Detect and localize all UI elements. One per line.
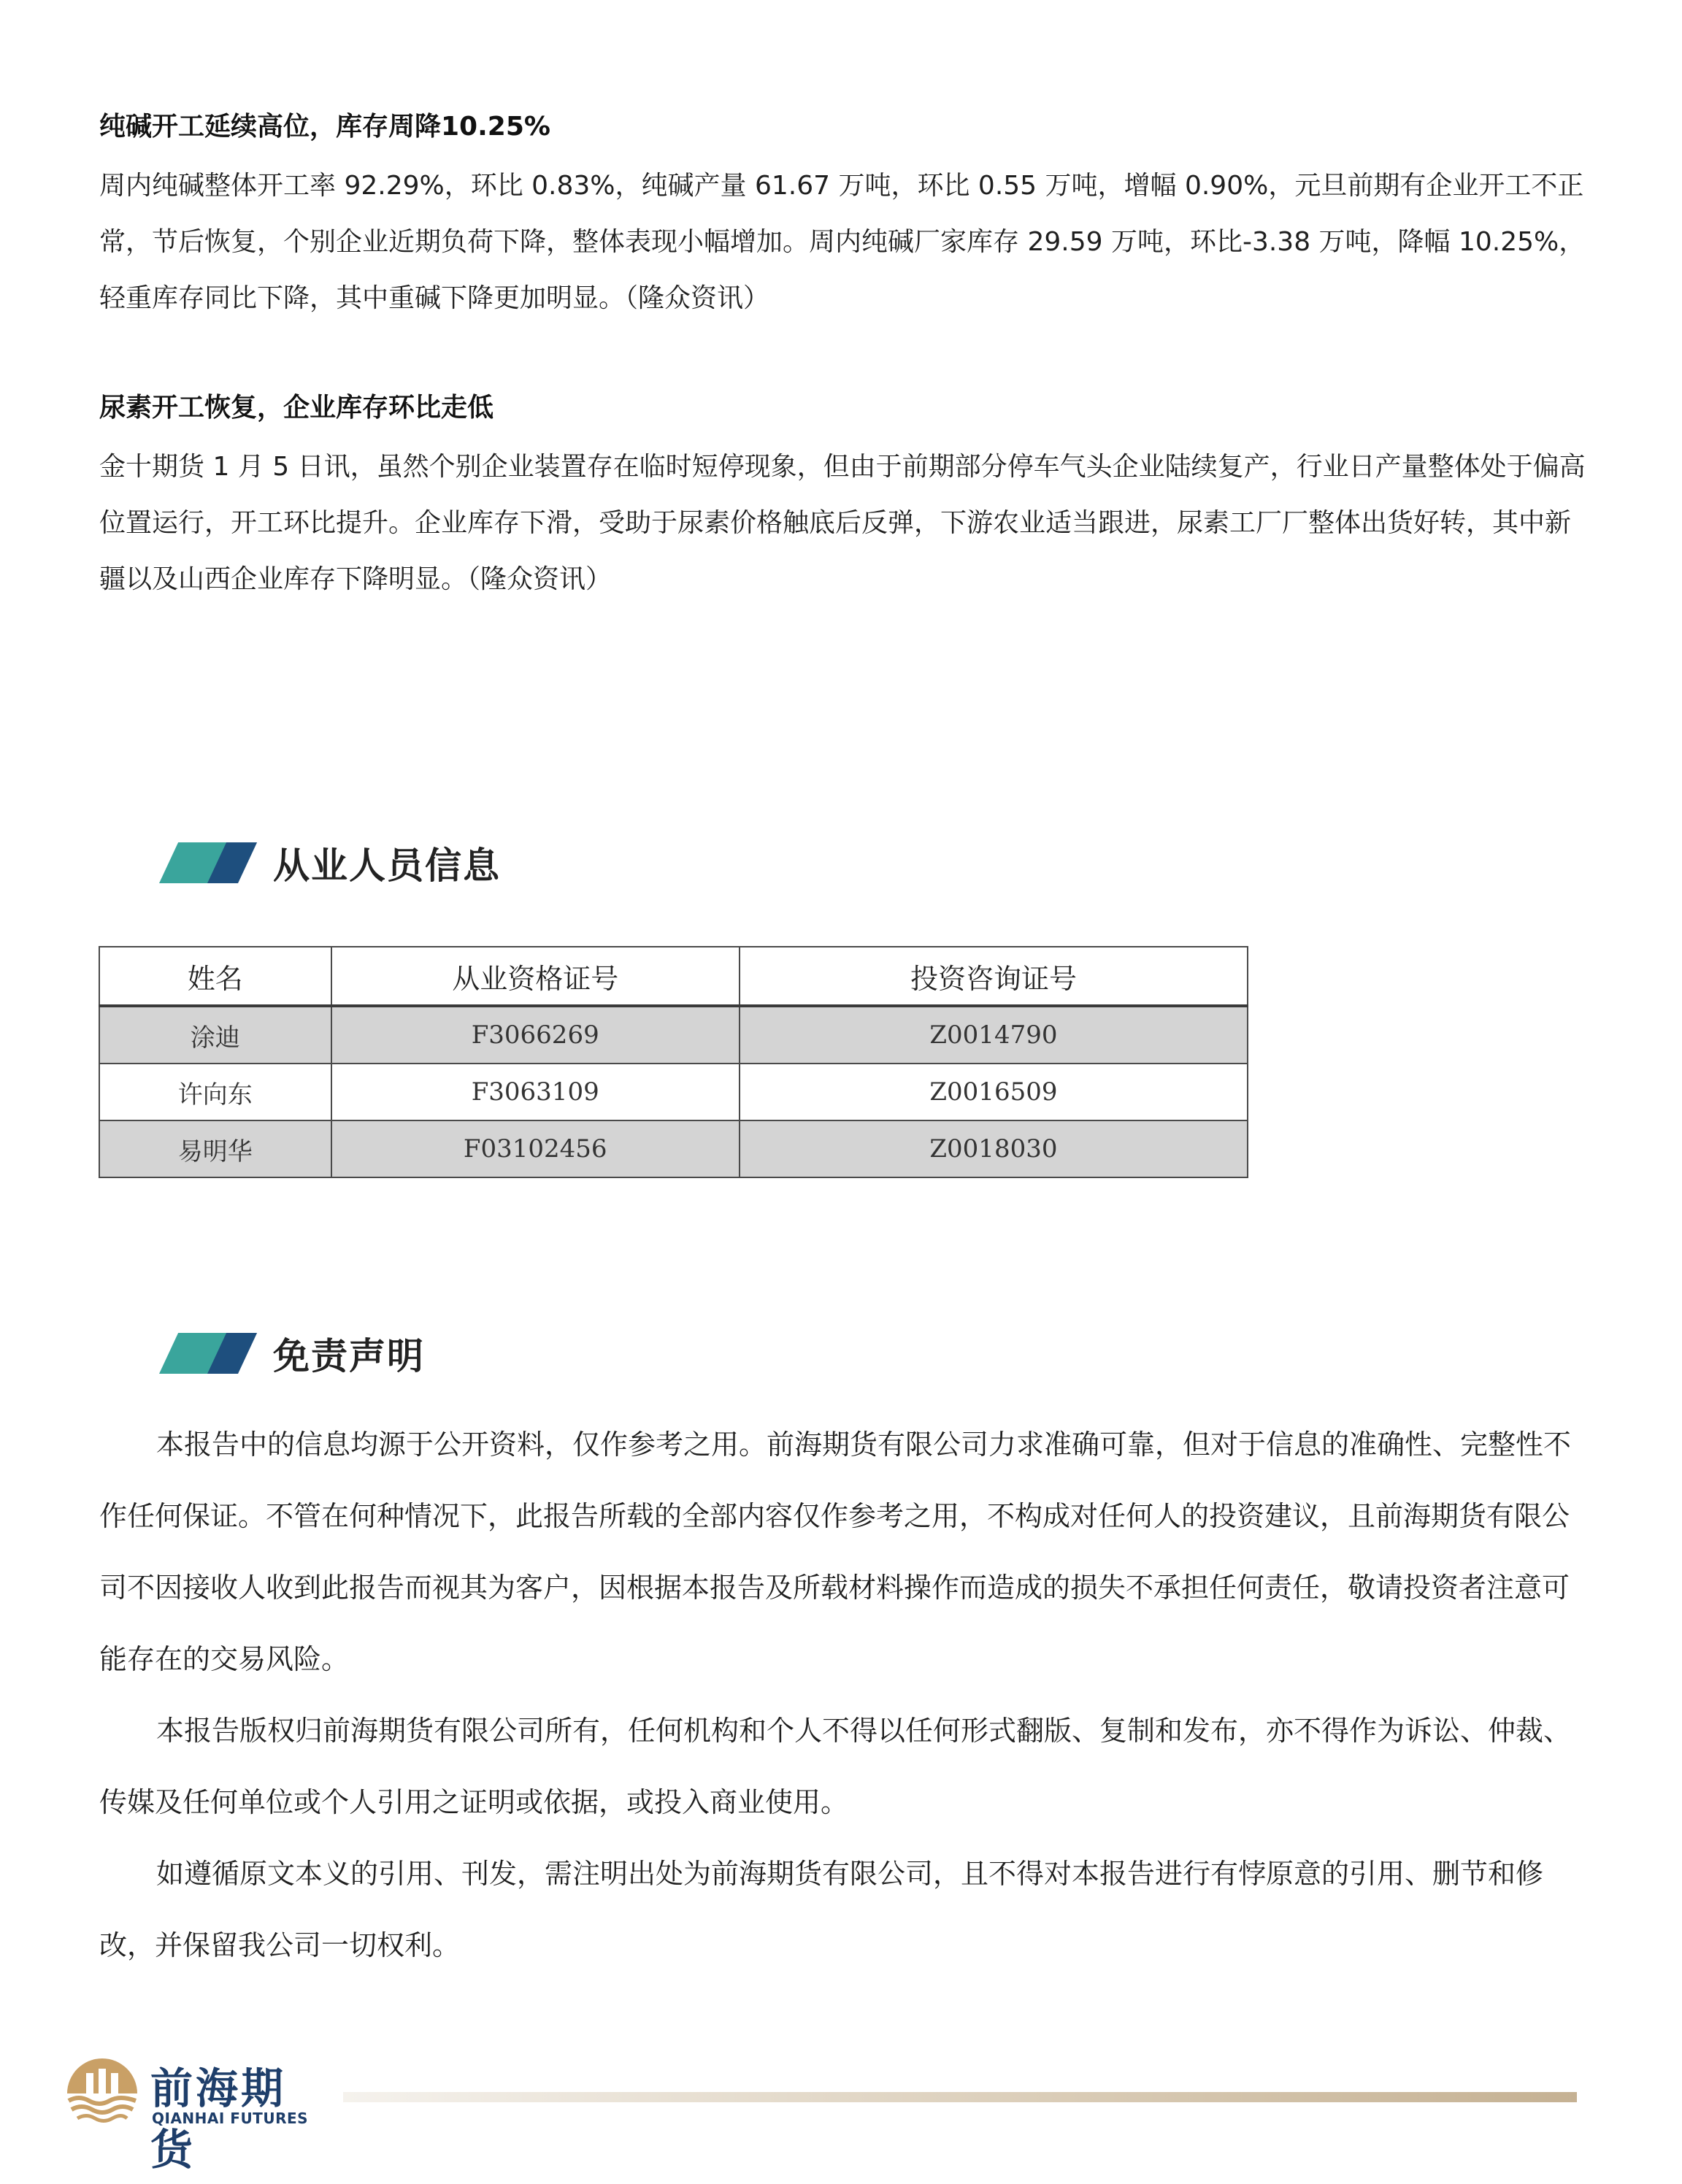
consulting-no: Z0014790	[740, 1006, 1248, 1064]
staff-name: 易明华	[99, 1120, 331, 1177]
column-header-name: 姓名	[99, 947, 331, 1006]
consulting-no: Z0016509	[740, 1064, 1248, 1120]
disclaimer-section-header	[159, 1331, 425, 1375]
qualification-no: F3066269	[331, 1006, 740, 1064]
staff-table	[99, 946, 1248, 1178]
disclaimer-paragraph: 本报告中的信息均源于公开资料，仅作参考之用。前海期货有限公司力求准确可靠，但对于信息的准确性、完整性不作任何保证。不管在何种情况下，此报告所载的全部内容仅作参考之用，不构成对任何人的投资建议，且前海期货有限公司不因接收人收到此报告而视其为客户，因根据本报告及所载材料操作而造成的损失不承担任何责任，敬请投资者注意可能存在的交易风险。	[99, 1429, 1572, 1675]
section-stripes-icon	[159, 1333, 254, 1374]
news-body: 周内纯碱整体开工率 92.29%，环比 0.83%，纯碱产量 61.67 万吨，环比 0.55 万吨，增幅 0.90%，元旦前期有企业开工不正常，节后恢复，个别企业近期负荷下降，整体表现小幅增加。周内纯碱厂家库存 29.59 万吨，环比-3.38 万吨，降幅 10.25%，轻重库存同比下降，其中重碱下降更加明显。（隆众资讯）	[99, 171, 1586, 313]
news-item-urea	[99, 391, 1589, 607]
disclaimer-text	[99, 1409, 1589, 1981]
news-item-soda-ash	[99, 109, 1589, 326]
consulting-no: Z0018030	[740, 1120, 1248, 1177]
news-title: 纯碱开工延续高位，库存周降10.25%	[99, 112, 550, 142]
company-logo	[64, 2051, 327, 2175]
news-body: 金十期货 1 月 5 日讯，虽然个别企业装置存在临时短停现象，但由于前期部分停车气头企业陆续复产，行业日产量整体处于偏高位置运行，开工环比提升。企业库存下滑，受助于尿素价格触底后反弹，下游农业适当跟进，尿素工厂厂整体出货好转，其中新疆以及山西企业库存下降明显。（隆众资讯）	[99, 452, 1586, 594]
staff-name: 涂迪	[99, 1006, 331, 1064]
disclaimer-paragraph: 如遵循原文本义的引用、刊发，需注明出处为前海期货有限公司，且不得对本报告进行有悖原意的引用、删节和修改，并保留我公司一切权利。	[99, 1858, 1544, 1961]
news-title: 尿素开工恢复，企业库存环比走低	[99, 393, 494, 423]
section-stripes-icon	[159, 842, 254, 883]
table-row	[99, 1064, 1248, 1120]
column-header-consulting: 投资咨询证号	[740, 947, 1248, 1006]
table-row	[99, 1006, 1248, 1064]
column-header-qualification: 从业资格证号	[331, 947, 740, 1006]
disclaimer-paragraph: 本报告版权归前海期货有限公司所有，任何机构和个人不得以任何形式翻版、复制和发布，亦不得作为诉讼、仲裁、传媒及任何单位或个人引用之证明或依据，或投入商业使用。	[99, 1715, 1572, 1818]
section-title: 免责声明	[273, 1335, 425, 1377]
qianhai-logo-icon	[64, 2051, 140, 2127]
logo-text-en: QIANHAI FUTURES	[152, 2110, 309, 2127]
staff-name: 许向东	[99, 1064, 331, 1120]
staff-section-header	[159, 841, 501, 885]
table-header-row	[99, 947, 1248, 1006]
qualification-no: F3063109	[331, 1064, 740, 1120]
footer-divider	[343, 2092, 1577, 2102]
table-row	[99, 1120, 1248, 1177]
logo-text-cn: 前海期货	[150, 2064, 287, 2175]
qualification-no: F03102456	[331, 1120, 740, 1177]
section-title: 从业人员信息	[273, 845, 501, 887]
